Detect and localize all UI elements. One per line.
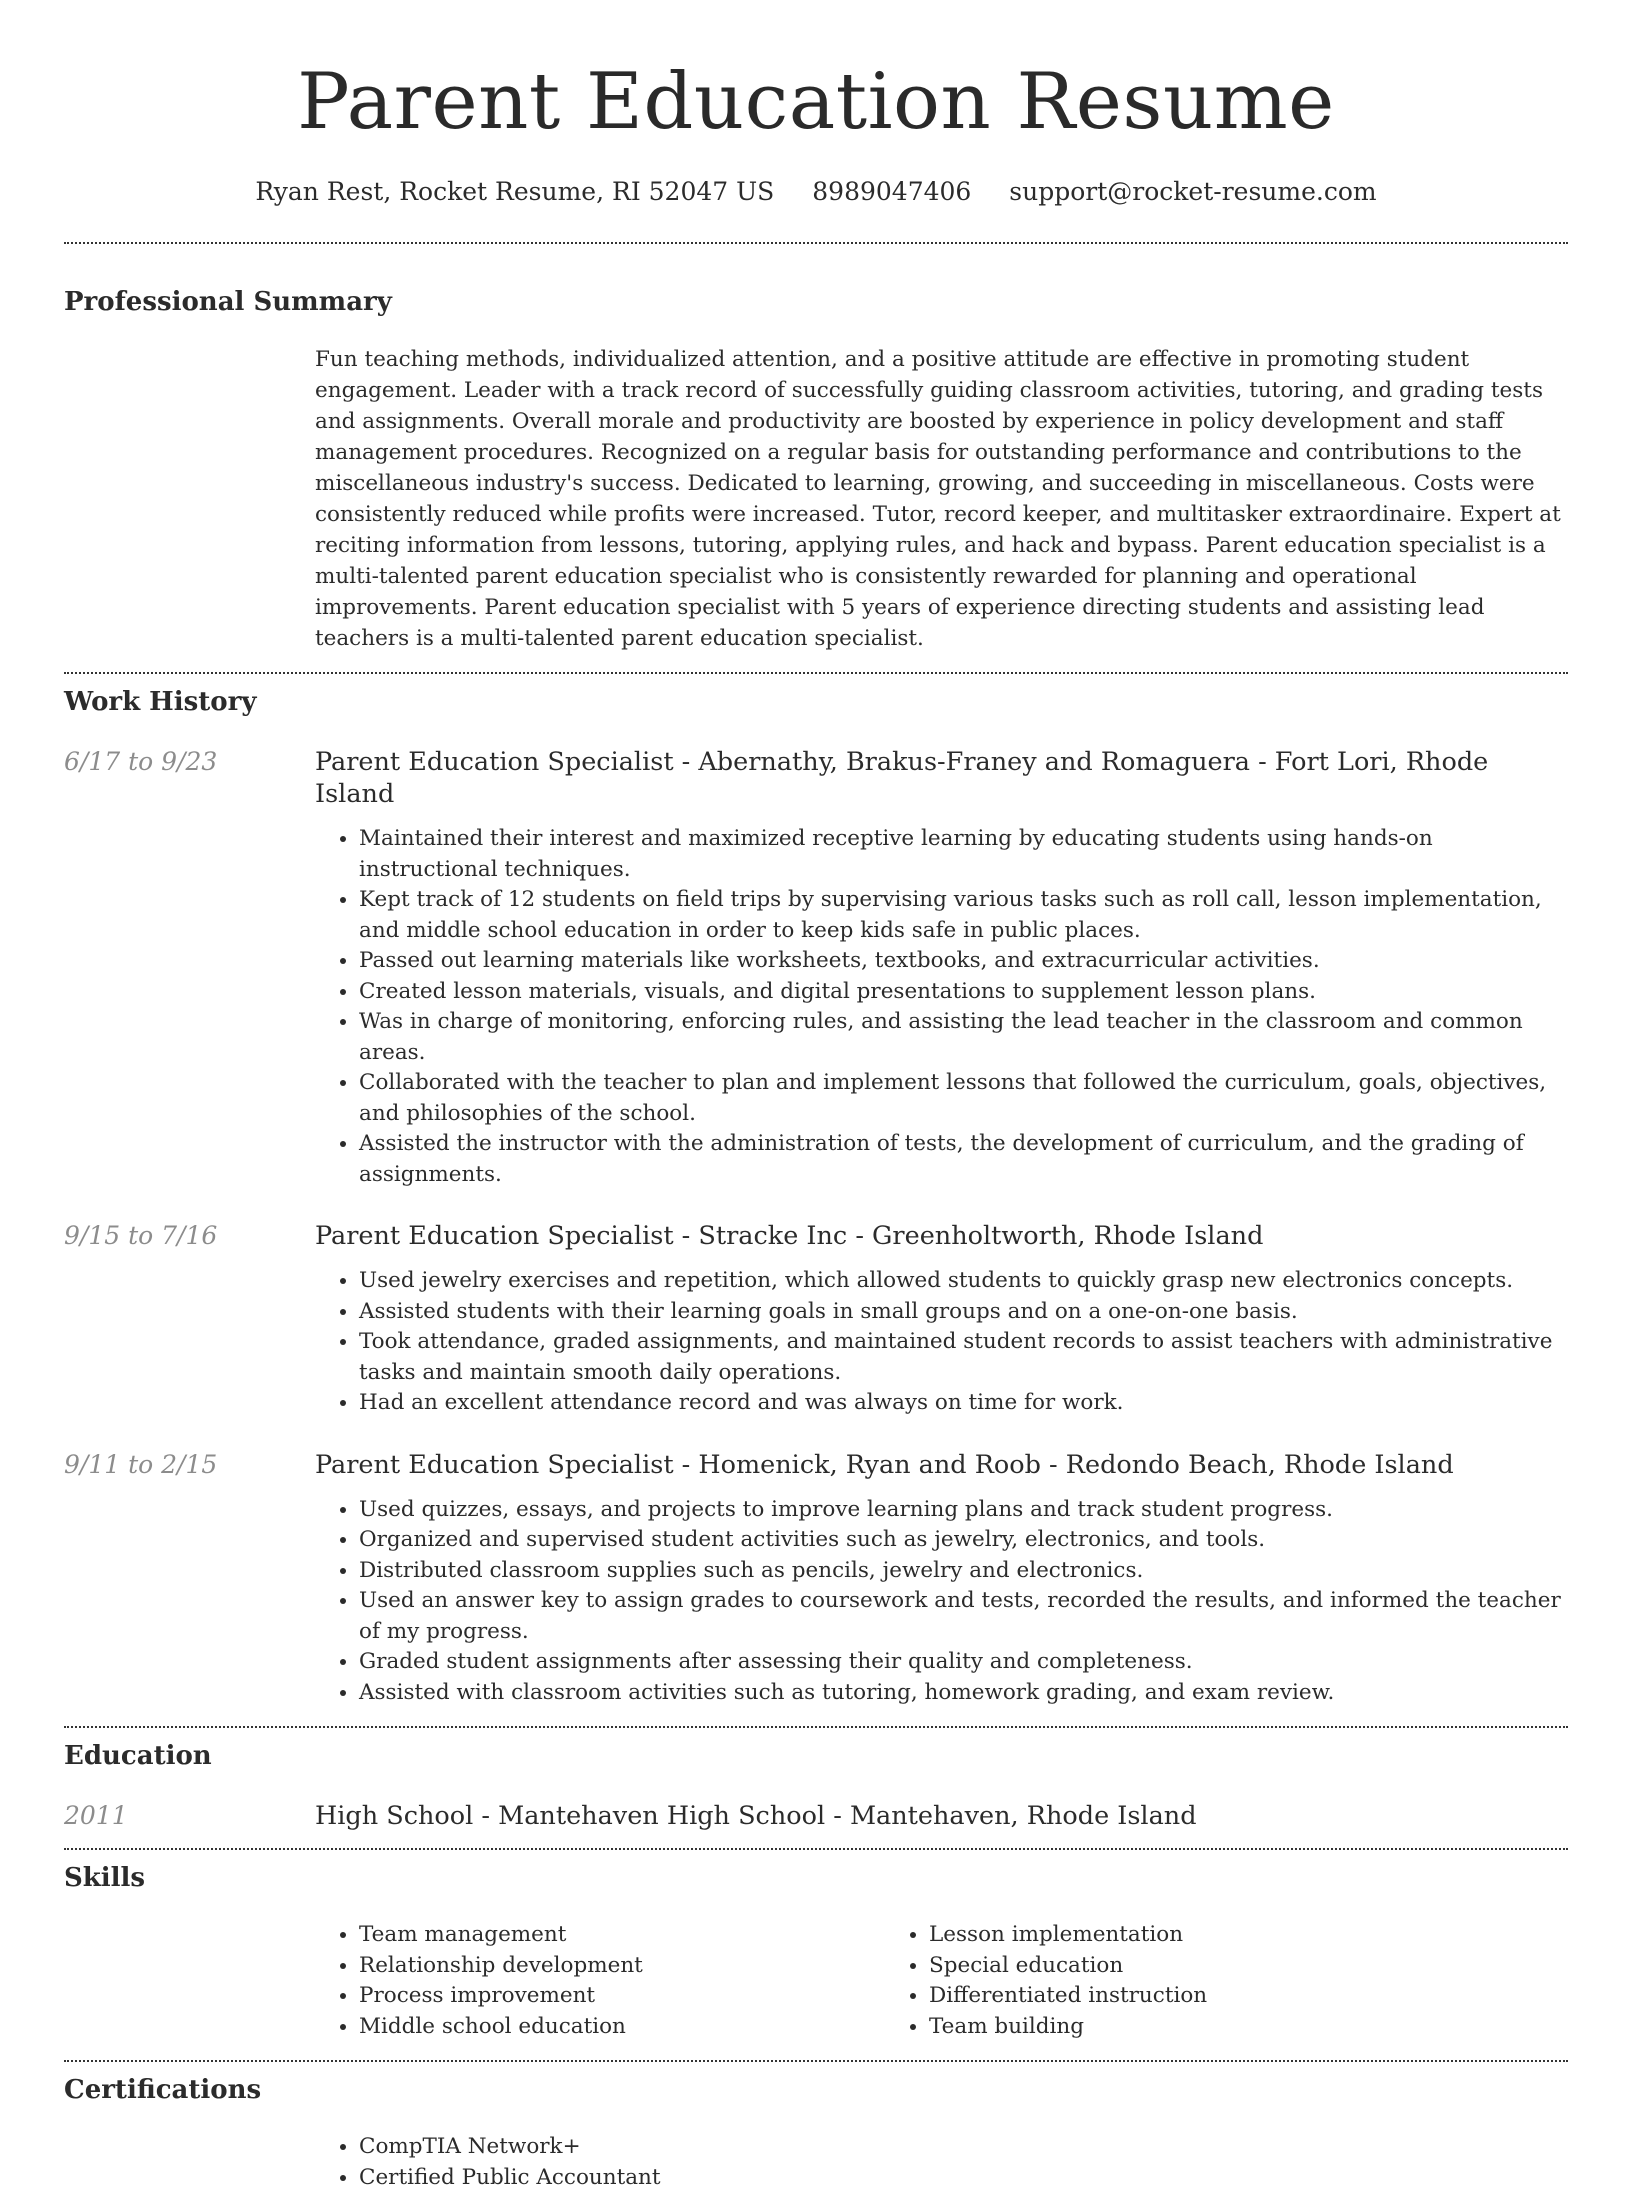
job-bullet: • Assisted the instructor with the administration of tests, the development of curriculum, and the grading of assignments. [359, 1129, 1568, 1190]
job-body [315, 746, 1568, 1190]
job-bullet: • Assisted students with their learning goals in small groups and on a one-on-one basis. [359, 1297, 1568, 1328]
divider [64, 1726, 1568, 1728]
skill-item: • Relationship development [359, 1951, 885, 1982]
certification-item: • CompTIA Network+ [359, 2132, 1568, 2163]
contact-address: Ryan Rest, Rocket Resume, RI 52047 US [255, 177, 774, 206]
skill-item: • Process improvement [359, 1981, 885, 2012]
skill-item: • Lesson implementation [929, 1920, 1455, 1951]
job-bullet: • Created lesson materials, visuals, and digital presentations to supplement lesson plans. [359, 977, 1568, 1008]
job-bullets [315, 1495, 1568, 1709]
job-bullet: • Took attendance, graded assignments, and maintained student records to assist teachers with administrative tasks and maintain smooth daily operations. [359, 1327, 1568, 1388]
section-title-skills: Skills [64, 1862, 1568, 1894]
job-bullet: • Collaborated with the teacher to plan and implement lessons that followed the curriculum, goals, objectives, and philosophies of the school. [359, 1068, 1568, 1129]
job-entry [64, 1220, 1568, 1419]
skill-item: • Team building [929, 2012, 1455, 2043]
job-bullet: • Maintained their interest and maximized receptive learning by educating students using hands-on instructional techniques. [359, 824, 1568, 885]
job-bullet: • Used an answer key to assign grades to coursework and tests, recorded the results, and informed the teacher of my progress. [359, 1586, 1568, 1647]
job-bullet: • Passed out learning materials like worksheets, textbooks, and extracurricular activities. [359, 946, 1568, 977]
education-year: 2011 [64, 1800, 315, 1832]
divider [64, 2060, 1568, 2062]
skill-item: • Differentiated instruction [929, 1981, 1455, 2012]
job-title: Parent Education Specialist - Stracke Inc - Greenholtworth, Rhode Island [315, 1220, 1568, 1252]
section-title-education: Education [64, 1740, 1568, 1772]
divider [64, 242, 1568, 244]
job-dates: 6/17 to 9/23 [64, 746, 315, 1190]
contact-phone: 8989047406 [812, 177, 971, 206]
job-bullet: • Kept track of 12 students on field trips by supervising various tasks such as roll call, lesson implementation, and middle school education in order to keep kids safe in public places. [359, 885, 1568, 946]
skill-item: • Team management [359, 1920, 885, 1951]
job-title: Parent Education Specialist - Homenick, Ryan and Roob - Redondo Beach, Rhode Island [315, 1449, 1568, 1481]
certification-item: • Certified Public Accountant [359, 2163, 1568, 2193]
education-entry [64, 1800, 1568, 1832]
section-title-work: Work History [64, 686, 1568, 718]
job-entry [64, 746, 1568, 1190]
job-dates: 9/15 to 7/16 [64, 1220, 315, 1419]
job-bullet: • Graded student assignments after assessing their quality and completeness. [359, 1647, 1568, 1678]
divider [64, 1848, 1568, 1850]
job-bullet: • Had an excellent attendance record and was always on time for work. [359, 1388, 1568, 1419]
job-bullet: • Assisted with classroom activities such as tutoring, homework grading, and exam review. [359, 1678, 1568, 1709]
job-body [315, 1449, 1568, 1709]
skills-grid [315, 1920, 1568, 2042]
job-bullet: • Used jewelry exercises and repetition, which allowed students to quickly grasp new electronics concepts. [359, 1266, 1568, 1297]
job-bullet: • Used quizzes, essays, and projects to improve learning plans and track student progress. [359, 1495, 1568, 1526]
job-entry [64, 1449, 1568, 1709]
job-bullets [315, 824, 1568, 1190]
job-title: Parent Education Specialist - Abernathy, Brakus-Franey and Romaguera - Fort Lori, Rhode Island [315, 746, 1568, 810]
skills-column-left [315, 1920, 885, 2042]
summary-text: Fun teaching methods, individualized attention, and a positive attitude are effective in promoting student engagement. Leader with a track record of successfully guiding classroom activities, tutoring, and grading tests and assignments. Overall morale and productivity are boosted by experience in policy development and staff management procedures. Recognized on a regular basis for outstanding performance and contributions to the miscellaneous industry's success. Dedicated to learning, growing, and succeeding in miscellaneous. Costs were consistently reduced while profits were increased. Tutor, record keeper, and multitasker extraordinaire. Expert at reciting information from lessons, tutoring, applying rules, and hack and bypass. Parent education specialist is a multi-talented parent education specialist who is consistently rewarded for planning and operational improvements. Parent education specialist with 5 years of experience directing students and assisting lead teachers is a multi-talented parent education specialist. [315, 344, 1568, 654]
skills-column-right [885, 1920, 1455, 2042]
skill-item: • Special education [929, 1951, 1455, 1982]
job-body [315, 1220, 1568, 1419]
certifications-list [315, 2132, 1568, 2193]
job-bullets [315, 1266, 1568, 1419]
skill-item: • Middle school education [359, 2012, 885, 2043]
section-title-summary: Professional Summary [64, 286, 1568, 318]
divider [64, 672, 1568, 674]
education-title: High School - Mantehaven High School - Mantehaven, Rhode Island [315, 1800, 1568, 1832]
job-bullet: • Distributed classroom supplies such as pencils, jewelry and electronics. [359, 1556, 1568, 1587]
contact-line [64, 176, 1568, 208]
education-body [315, 1800, 1568, 1832]
job-dates: 9/11 to 2/15 [64, 1449, 315, 1709]
job-bullet: • Was in charge of monitoring, enforcing rules, and assisting the lead teacher in the classroom and common areas. [359, 1007, 1568, 1068]
section-title-certifications: Certifications [64, 2074, 1568, 2106]
contact-email: support@rocket-resume.com [1009, 177, 1376, 206]
job-bullet: • Organized and supervised student activities such as jewelry, electronics, and tools. [359, 1525, 1568, 1556]
resume-title: Parent Education Resume [64, 0, 1568, 148]
